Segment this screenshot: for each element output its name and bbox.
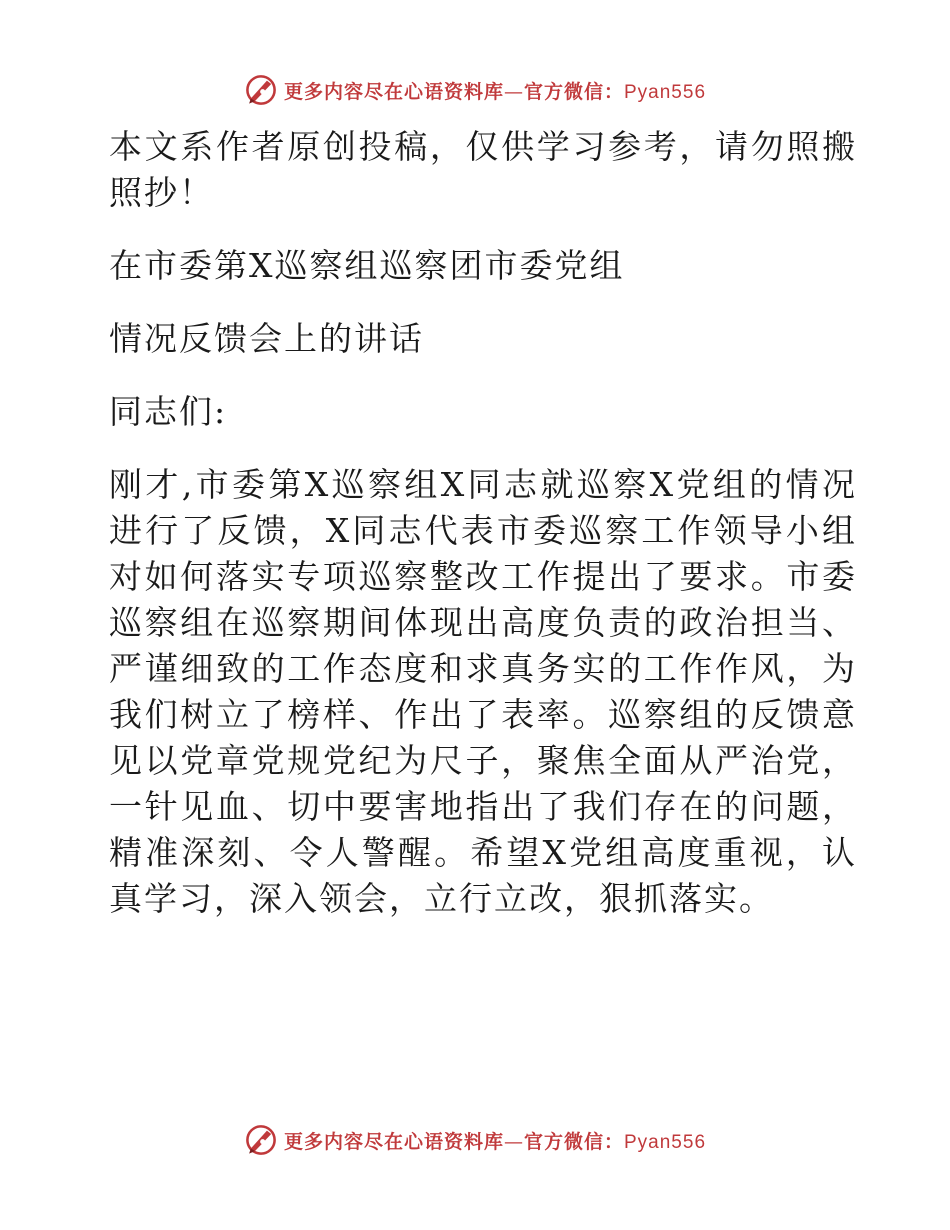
watermark-wechat-id: Pyan556 — [624, 1131, 707, 1153]
watermark-separator: — — [503, 1130, 524, 1153]
watermark-wechat-label: 官方微信： — [523, 80, 624, 103]
watermark-site-text: 更多内容尽在心语资料库 — [283, 1130, 504, 1153]
title-line-2: 情况反馈会上的讲话 — [109, 319, 424, 358]
watermark-wechat-label: 官方微信： — [523, 1130, 624, 1153]
watermark-footer — [0, 1120, 950, 1160]
pen-logo-icon — [244, 73, 278, 107]
watermark-wechat-id: Pyan556 — [624, 81, 707, 103]
watermark-text — [284, 77, 706, 104]
salutation: 同志们: — [109, 392, 228, 431]
notice-text: 本文系作者原创投稿，仅供学习参考，请勿照搬照抄！ — [109, 127, 857, 212]
pen-logo-icon — [244, 1123, 278, 1157]
document-body — [97, 124, 857, 922]
title-line-1: 在市委第X巡察组巡察团市委党组 — [109, 246, 625, 285]
watermark-header — [0, 70, 950, 110]
watermark-separator: — — [503, 80, 524, 103]
watermark-site-text: 更多内容尽在心语资料库 — [283, 80, 504, 103]
body-paragraph: 刚才,市委第X巡察组X同志就巡察X党组的情况进行了反馈，X同志代表市委巡察工作领导小组对如何落实专项巡察整改工作提出了要求。市委巡察组在巡察期间体现出高度负责的政治担当、严谨细致的工作态度和求真务实的工作作风，为我们树立了榜样、作出了表率。巡察组的反馈意见以党章党规党纪为尺子，聚焦全面从严治党，一针见血、切中要害地指出了我们存在的问题，精准深刻、令人警醒。希望X党组高度重视，认真学习，深入领会，立行立改，狠抓落实。 — [109, 465, 857, 918]
watermark-text — [284, 1127, 706, 1154]
